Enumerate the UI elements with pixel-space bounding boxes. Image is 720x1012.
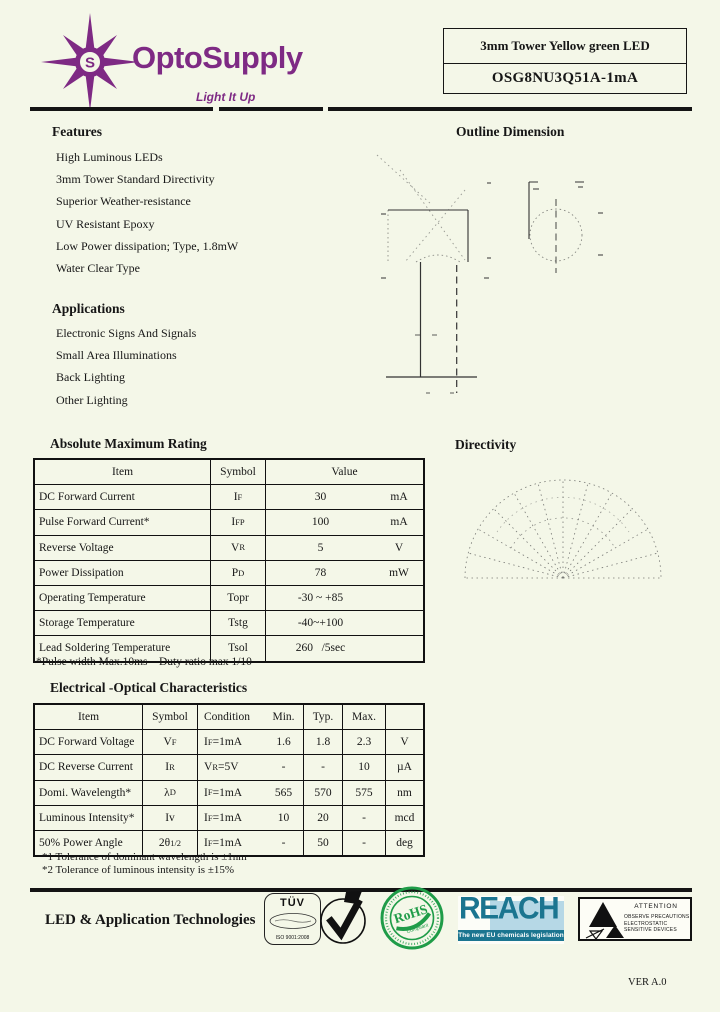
symbol-base: V (231, 541, 240, 554)
char-typ: 20 (304, 806, 343, 830)
outline-heading: Outline Dimension (456, 124, 565, 139)
cond-rest: =1mA (212, 811, 243, 824)
char-condition-min (198, 781, 304, 805)
features-heading: Features (52, 124, 102, 139)
char-item: 50% Power Angle (35, 831, 143, 855)
cond-sub: F (207, 812, 213, 823)
char-condition (198, 837, 264, 849)
rating-item: Pulse Forward Current* (35, 510, 211, 534)
feature-item: UV Resistant Epoxy (56, 216, 155, 231)
rating-item: Power Dissipation (35, 561, 211, 585)
rating-symbol (211, 485, 266, 509)
table-header-row (35, 460, 423, 484)
rating-item: Operating Temperature (35, 586, 211, 610)
rating-value: 78 (314, 566, 327, 579)
char-unit: V (400, 736, 409, 749)
rating-value: 260 /5sec (295, 642, 346, 655)
esd-text-line: OBSERVE PRECAUTIONS (624, 914, 690, 920)
symbol-base: 2θ (158, 837, 171, 850)
symbol-base: Iv (165, 811, 175, 824)
char-item: Luminous Intensity* (35, 806, 143, 830)
esd-attention-box (578, 897, 692, 941)
char-typ: 570 (304, 781, 343, 805)
col-header-item: Item (35, 460, 211, 484)
rating-symbol (211, 536, 266, 560)
reach-logo-title: REACH (459, 891, 559, 926)
rating-symbol (211, 510, 266, 534)
rating-unit (375, 611, 423, 635)
col-header-item: Item (35, 705, 143, 729)
outline-dimension-drawing (372, 150, 622, 410)
cond-sub: F (207, 737, 213, 748)
tuv-logo-title: TÜV (280, 897, 305, 909)
rating-unit: mA (390, 516, 408, 529)
brand-tagline: Light It Up (196, 90, 256, 104)
symbol-sub: D (238, 567, 245, 578)
reach-logo (458, 891, 564, 944)
col-header-symbol: Symbol (143, 705, 198, 729)
rating-value: 5 (317, 541, 324, 554)
tuv-iso-logo (264, 893, 321, 945)
rating-item: Reverse Voltage (35, 536, 211, 560)
char-unit: mcd (394, 811, 415, 824)
cond-sub: F (207, 837, 213, 848)
char-condition-min (198, 755, 304, 779)
cond-rest: =1mA (212, 837, 243, 850)
symbol-base: I (231, 516, 236, 529)
char-item: Domi. Wavelength* (35, 781, 143, 805)
table-row (35, 610, 423, 635)
char-item: DC Forward Voltage (35, 730, 143, 754)
symbol-sub: R (239, 542, 245, 553)
char-symbol (143, 781, 198, 805)
cond-sub: R (212, 762, 218, 773)
product-part-number: OSG8NU3Q51A-1mA (491, 69, 639, 86)
char-condition-min (198, 806, 304, 830)
table-row (35, 585, 423, 610)
symbol-base: P (231, 566, 239, 579)
cond-base: I (204, 837, 208, 850)
char-condition-min (198, 730, 304, 754)
table-row (35, 805, 423, 830)
char-condition (198, 761, 264, 773)
table-row (35, 754, 423, 779)
char-condition (198, 812, 264, 824)
eo-char-heading: Electrical -Optical Characteristics (50, 680, 248, 695)
char-typ: - (304, 755, 343, 779)
char-max: 10 (343, 755, 386, 779)
rating-symbol (211, 586, 266, 610)
cond-sub: F (207, 787, 213, 798)
abs-max-heading: Absolute Maximum Rating (50, 436, 207, 451)
rating-unit: mW (389, 566, 409, 579)
abs-max-note: *Pulse width Max.10ms Duty ratio max 1/10 (36, 656, 252, 668)
col-header-typ: Typ. (304, 705, 343, 729)
feature-item: Low Power dissipation; Type, 1.8mW (56, 238, 239, 253)
footer-tagline: LED & Application Technologies (45, 912, 256, 928)
char-min: - (281, 761, 286, 774)
esd-warning-icon (585, 902, 625, 939)
cond-base: I (204, 811, 208, 824)
char-symbol (143, 730, 198, 754)
symbol-sub: 1/2 (170, 837, 182, 848)
char-symbol (143, 755, 198, 779)
char-unit: deg (396, 837, 413, 850)
table-row (35, 509, 423, 534)
applications-list (56, 322, 196, 411)
char-typ: 1.8 (304, 730, 343, 754)
symbol-sub: F (237, 492, 243, 503)
char-symbol (143, 806, 198, 830)
symbol-sub: D (169, 787, 176, 798)
certification-check-icon (317, 891, 369, 947)
rating-unit (375, 636, 423, 660)
logo-letter: S (84, 54, 96, 72)
directivity-plot (455, 455, 690, 590)
table-row (35, 560, 423, 585)
table-header-row (35, 705, 423, 729)
symbol-base: Topr (227, 592, 249, 605)
rating-item: Storage Temperature (35, 611, 211, 635)
cond-rest: =1mA (212, 786, 243, 799)
esd-attention-text (624, 914, 690, 934)
features-list (56, 146, 238, 279)
esd-attention-title: ATTENTION (634, 903, 678, 910)
table-row (35, 484, 423, 509)
cond-base: V (204, 761, 213, 774)
char-min: 10 (277, 811, 290, 824)
application-item: Small Area Illuminations (56, 348, 177, 363)
rating-value: 30 (314, 491, 327, 504)
rating-value: 100 (311, 516, 330, 529)
col-header-value: Value (331, 466, 358, 479)
char-min: 1.6 (276, 736, 291, 749)
char-condition (198, 787, 264, 799)
rohs-logo-subtitle: Compliant (405, 922, 430, 936)
symbol-base: I (233, 491, 238, 504)
directivity-heading: Directivity (455, 437, 517, 452)
table-row (35, 535, 423, 560)
char-item: DC Reverse Current (35, 755, 143, 779)
product-description: 3mm Tower Yellow green LED (444, 29, 686, 64)
symbol-base: Tsol (228, 642, 248, 655)
col-header-max: Max. (343, 705, 386, 729)
tuv-iso-label: ISO 9001:2008 (275, 935, 310, 941)
rating-value: -40~+100 (297, 617, 344, 630)
application-item: Electronic Signs And Signals (56, 326, 197, 340)
table-row (35, 729, 423, 754)
char-typ: 50 (304, 831, 343, 855)
rating-item: Lead Soldering Temperature (35, 636, 211, 660)
col-header-min: Min. (272, 711, 295, 724)
symbol-base: V (163, 736, 172, 749)
table-row (35, 780, 423, 805)
char-unit: µA (397, 761, 412, 774)
rating-value: -30 ~ +85 (297, 592, 344, 605)
symbol-base: I (165, 761, 170, 774)
char-min: 565 (274, 786, 293, 799)
optosupply-star-icon (40, 12, 140, 112)
symbol-sub: FP (235, 517, 245, 528)
symbol-sub: R (169, 762, 175, 773)
rating-symbol (211, 611, 266, 635)
reach-logo-subtitle: The new EU chemicals legislation (458, 932, 564, 939)
cond-rest: =5V (217, 761, 239, 774)
cond-rest: =1mA (212, 736, 243, 749)
char-max: 2.3 (343, 730, 386, 754)
char-max: - (343, 806, 386, 830)
rating-unit: V (394, 541, 404, 554)
rohs-compliant-logo (372, 884, 452, 952)
tuv-oval-icon (268, 912, 318, 930)
eo-note-2: *2 Tolerance of luminous intensity is ±15% (42, 864, 235, 876)
col-header-condition-min (198, 705, 304, 729)
feature-item: Superior Weather-resistance (56, 194, 191, 209)
abs-max-table (33, 458, 425, 663)
col-header-unit (386, 705, 423, 729)
applications-heading: Applications (52, 301, 125, 316)
rohs-logo-title: RoHS (391, 901, 430, 927)
char-condition (198, 736, 264, 748)
col-header-symbol: Symbol (211, 460, 266, 484)
symbol-base: Tstg (228, 617, 248, 630)
char-min: - (281, 837, 286, 850)
rating-unit (375, 586, 423, 610)
application-item: Back Lighting (56, 370, 125, 385)
cond-base: I (204, 786, 208, 799)
feature-item: Water Clear Type (56, 261, 140, 276)
eo-char-table (33, 703, 425, 857)
feature-item: 3mm Tower Standard Directivity (56, 172, 215, 187)
char-max: 575 (343, 781, 386, 805)
symbol-base: λ (164, 786, 170, 799)
char-unit: nm (397, 786, 412, 799)
col-header-condition: Condition (204, 711, 251, 724)
rating-unit: mA (390, 491, 408, 504)
char-max: - (343, 831, 386, 855)
symbol-sub: F (171, 737, 177, 748)
product-title-box (443, 28, 687, 94)
esd-text-line: SENSITIVE DEVICES (624, 927, 677, 934)
rating-symbol (211, 561, 266, 585)
header-rule (30, 107, 692, 111)
application-item: Other Lighting (56, 392, 128, 407)
cond-base: I (204, 736, 208, 749)
feature-item: High Luminous LEDs (56, 150, 163, 164)
eo-note-1: *1 Tolerance of dominant wavelength is ±1nm (42, 851, 247, 863)
rating-item: DC Forward Current (35, 485, 211, 509)
brand-name: OptoSupply (132, 40, 303, 75)
esd-text-line: ELECTROSTATIC (624, 920, 668, 927)
version-label: VER A.0 (628, 977, 667, 988)
